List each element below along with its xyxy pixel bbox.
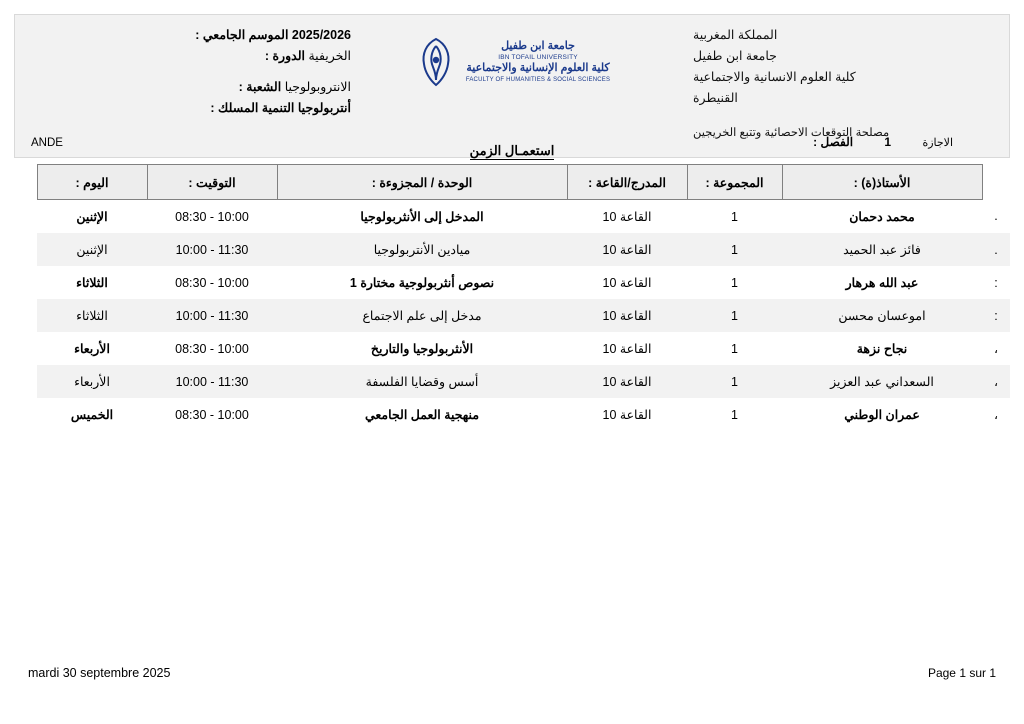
footer-page-number: Page 1 sur 1	[927, 666, 996, 680]
table-header-day: اليوم :	[37, 165, 147, 200]
cell-room: القاعة 10	[602, 408, 652, 422]
table-row	[37, 398, 1010, 431]
document-header	[14, 14, 1010, 158]
cell-unit: أسس وقضايا الفلسفة	[277, 365, 567, 398]
row-marker: :	[982, 299, 1010, 332]
document-title-text: استعمـال الزمن	[469, 143, 555, 158]
row-marker: ،	[993, 342, 999, 356]
cell-professor: عبد الله هرهار	[845, 276, 919, 290]
cell-day: الخميس	[70, 408, 114, 422]
row-marker: ،	[982, 365, 1010, 398]
cell-professor: اموعسان محسن	[782, 299, 982, 332]
institution-line-kingdom: المملكة المغربية	[693, 28, 778, 42]
session-row	[31, 46, 351, 67]
cell-room: القاعة 10	[602, 276, 652, 290]
cell-day: الأربعاء	[37, 365, 147, 398]
cell-room: القاعة 10	[567, 365, 687, 398]
row-marker: ،	[993, 408, 999, 422]
cell-room: القاعة 10	[602, 342, 652, 356]
track-label: المسلك :	[210, 101, 259, 115]
table-header-unit: الوحدة / المجزوءة :	[277, 165, 567, 200]
logo-english-line-1: IBN TOFAIL UNIVERSITY	[498, 53, 578, 61]
cell-professor: نجاح نزهة	[856, 342, 908, 356]
cell-unit: منهجية العمل الجامعي	[364, 408, 480, 422]
table-header-room: المدرج/القاعة :	[567, 165, 687, 200]
logo-arabic-line-2: كلية العلوم الإنسانية والاجتماعية	[466, 61, 610, 74]
cell-group: 1	[687, 299, 782, 332]
institution-line-university: جامعة ابن طفيل	[693, 49, 777, 63]
holiday-label: الاجازة	[922, 137, 953, 149]
table-row	[37, 233, 1010, 266]
logo-text	[466, 40, 610, 84]
table-header-time: التوقيت :	[147, 165, 277, 200]
row-marker: .	[982, 233, 1010, 266]
cell-day: الإثنين	[76, 210, 108, 224]
logo-arabic-line-1: جامعة ابن طفيل	[501, 39, 575, 52]
cell-unit: نصوص أنثربولوجية مختارة 1	[349, 276, 495, 290]
semester-row	[813, 135, 993, 149]
track-row	[31, 98, 351, 119]
cell-group: 1	[687, 365, 782, 398]
cell-unit: مدخل إلى علم الاجتماع	[277, 299, 567, 332]
cell-professor: عمران الوطني	[844, 408, 920, 422]
cell-unit: الأنثربولوجيا والتاريخ	[370, 342, 474, 356]
cell-unit: ميادين الأنتربولوجيا	[277, 233, 567, 266]
cell-group: 1	[687, 233, 782, 266]
cell-day: الإثنين	[37, 233, 147, 266]
program-code: ANDE	[31, 137, 63, 149]
footer-date: mardi 30 septembre 2025	[28, 666, 171, 680]
table-row	[37, 332, 1010, 365]
session-label: الدورة :	[264, 49, 305, 63]
institution-line-faculty: كلية العلوم الانسانية والاجتماعية	[693, 70, 856, 84]
cell-time: 10:00 - 11:30	[147, 233, 277, 266]
institution-line-city: القنيطرة	[693, 91, 738, 105]
cell-professor: السعداني عبد العزيز	[782, 365, 982, 398]
logo-emblem-icon	[414, 36, 458, 88]
semester-label: الفصل :	[813, 135, 854, 149]
cell-room: القاعة 10	[567, 299, 687, 332]
academic-year-row	[31, 25, 351, 46]
cell-time: 08:30 - 10:00	[175, 209, 249, 224]
table-row	[37, 200, 1010, 234]
table-row	[37, 266, 1010, 299]
table-row	[37, 365, 1010, 398]
row-marker: :	[994, 275, 998, 290]
cell-day: الأربعاء	[74, 342, 110, 356]
track-value: أنتربولوجيا التنمية	[261, 101, 351, 115]
cell-time: 08:30 - 10:00	[175, 275, 249, 290]
institution-block	[693, 25, 993, 144]
department-value: الانتروبولوجيا	[284, 80, 351, 94]
timetable	[37, 164, 1011, 431]
cell-professor: محمد دحمان	[849, 210, 915, 224]
timetable-body	[37, 200, 1010, 432]
cell-group: 1	[731, 407, 738, 422]
department-row	[31, 77, 351, 98]
table-row	[37, 299, 1010, 332]
cell-day: الثلاثاء	[76, 276, 108, 290]
cell-professor: فائز عبد الحميد	[782, 233, 982, 266]
logo-english-line-2: FACULTY OF HUMANITIES & SOCIAL SCIENCES	[465, 76, 611, 83]
cell-time: 08:30 - 10:00	[175, 407, 249, 422]
cell-group: 1	[731, 341, 738, 356]
department-label: الشعبة :	[238, 80, 282, 94]
academic-year-value: 2025/2026	[291, 28, 351, 42]
cell-group: 1	[731, 275, 738, 290]
semester-value: 1	[884, 135, 892, 149]
table-header-professor: الأستاذ(ة) :	[782, 165, 982, 200]
session-value: الخريفية	[308, 49, 351, 63]
program-block	[31, 25, 351, 119]
academic-year-label: الموسم الجامعي :	[195, 28, 289, 42]
cell-time: 10:00 - 11:30	[147, 365, 277, 398]
cell-time: 10:00 - 11:30	[147, 299, 277, 332]
cell-day: الثلاثاء	[37, 299, 147, 332]
institution-service-line: مصلحة التوقعات الاحصائية وتتبع الخريجين	[693, 127, 890, 139]
cell-room: القاعة 10	[602, 210, 652, 224]
cell-unit: المدخل إلى الأنثربولوجيا	[360, 210, 484, 224]
cell-time: 08:30 - 10:00	[175, 341, 249, 356]
university-logo	[397, 31, 627, 93]
cell-room: القاعة 10	[567, 233, 687, 266]
table-header-row	[37, 165, 1010, 200]
row-marker: .	[994, 209, 998, 224]
cell-group: 1	[731, 209, 738, 224]
table-header-group: المجموعة :	[687, 165, 782, 200]
table-header-spacer	[982, 165, 1010, 200]
